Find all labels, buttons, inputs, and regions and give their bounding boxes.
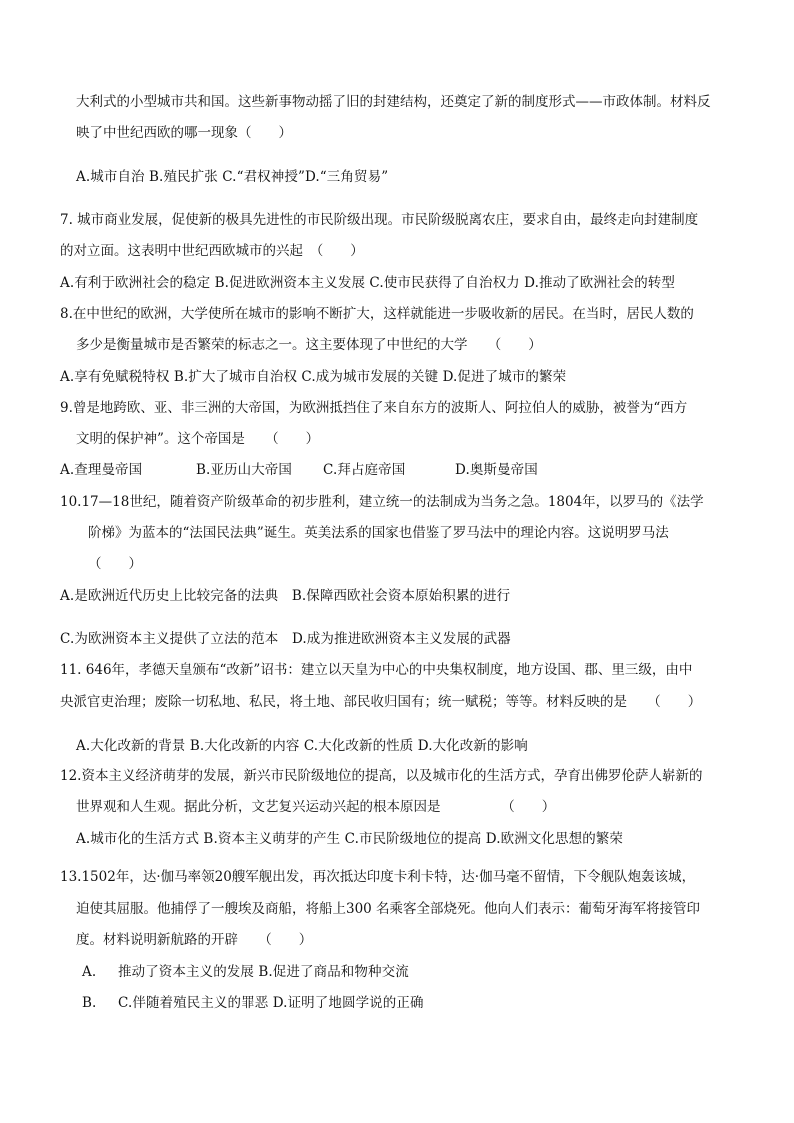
q11-stem-line-1: 11. 646年，孝德天皇颁布“改新”诏书：建立以天皇为中心的中央集权制度，地方设国、郡、里三级，由中 — [60, 662, 693, 678]
q13-options-line-2: C.伴随着殖民主义的罪恶 D.证明了地圆学说的正确 — [118, 995, 424, 1011]
q7-options: A.有利于欧洲社会的稳定 B.促进欧洲资本主义发展 C.使市民获得了自治权力 D.推动了欧洲社会的转型 — [60, 275, 675, 291]
q9-option-b: B.亚历山大帝国 — [196, 462, 293, 478]
q10-stem-line-1: 10.17—18世纪，随着资产阶级革命的初步胜利，建立统一的法制成为当务之急。1804年，以罗马的《法学 — [60, 494, 704, 510]
q8-options: A.享有免赋税特权 B.扩大了城市自治权 C.成为城市发展的关键 D.促进了城市的繁荣 — [60, 369, 567, 385]
q13-stem-line-1: 13.1502年，达·伽马率领20艘军舰出发，再次抵达印度卡利卡特，达·伽马毫不留情，下令舰队炮轰该城， — [60, 869, 696, 885]
q12-stem-line-1: 12.资本主义经济萌芽的发展，新兴市民阶级地位的提高，以及城市化的生活方式，孕育出佛罗伦萨人崭新的 — [60, 768, 703, 784]
q9-stem-line-2: 文明的保护神”。这个帝国是 （ ） — [76, 431, 320, 447]
q10-stem-line-2: 阶梯》为蓝本的“法国民法典”诞生。英美法系的国家也借鉴了罗马法中的理论内容。这说明罗马法 — [88, 525, 669, 541]
q7-stem-line-2: 的对立面。这表明中世纪西欧城市的兴起 （ ） — [60, 243, 364, 259]
q11-stem-line-2: 央派官吏治理；废除一切私地、私民，将土地、部民收归国有；统一赋税；等等。材料反映的是 （ ） — [60, 694, 702, 710]
q10-options-line-2: C.为欧洲资本主义提供了立法的范本 D.成为推进欧洲资本主义发展的武器 — [60, 631, 511, 647]
q10-stem-line-3: （ ） — [88, 556, 142, 572]
q6-stem-line-2: 映了中世纪西欧的哪一现象（ ） — [76, 125, 292, 141]
q13-options-line-1: 推动了资本主义的发展 B.促进了商品和物种交流 — [118, 964, 409, 980]
q9-option-d: D.奥斯曼帝国 — [455, 462, 538, 478]
q11-options: A.大化改新的背景 B.大化改新的内容 C.大化改新的性质 D.大化改新的影响 — [76, 738, 528, 754]
q8-stem-line-1: 8.在中世纪的欧洲，大学使所在城市的影响不断扩大，这样就能进一步吸收新的居民。在当时，居民人数的 — [60, 306, 694, 322]
q12-stem-line-2: 世界观和人生观。据此分析，文艺复兴运动兴起的根本原因是 （ ） — [76, 799, 556, 815]
q13-option-marker-2: B. — [82, 995, 97, 1011]
q6-options: A.城市自治 B.殖民扩张 C.“君权神授”D.“三角贸易” — [76, 169, 389, 185]
q13-stem-line-2: 迫使其屈服。他捕俘了一艘埃及商船，将船上300 名乘客全部烧死。他向人们表示：葡萄牙海军将接管印 — [76, 901, 701, 917]
q12-options: A.城市化的生活方式 B.资本主义萌芽的产生 C.市民阶级地位的提高 D.欧洲文化思想的繁荣 — [76, 831, 623, 847]
q6-stem-line-1: 大利式的小型城市共和国。这些新事物动摇了旧的封建结构，还奠定了新的制度形式——市政体制。材料反 — [76, 94, 711, 110]
q13-option-marker-1: A. — [82, 964, 97, 980]
q13-stem-line-3: 度。材料说明新航路的开辟 （ ） — [76, 932, 313, 948]
q9-option-c: C.拜占庭帝国 — [323, 462, 406, 478]
q8-stem-line-2: 多少是衡量城市是否繁荣的标志之一。这主要体现了中世纪的大学 （ ） — [76, 337, 542, 353]
q7-stem-line-1: 7. 城市商业发展，促使新的极具先进性的市民阶级出现。市民阶级脱离农庄，要求自由，最终走向封建制度 — [60, 212, 699, 228]
q9-stem-line-1: 9.曾是地跨欧、亚、非三洲的大帝国，为欧洲抵挡住了来自东方的波斯人、阿拉伯人的威胁，被誉为“西方 — [60, 400, 688, 416]
q9-option-a: A.查理曼帝国 — [60, 462, 143, 478]
q10-options-line-1: A.是欧洲近代历史上比较完备的法典 B.保障西欧社会资本原始积累的进行 — [60, 588, 511, 604]
